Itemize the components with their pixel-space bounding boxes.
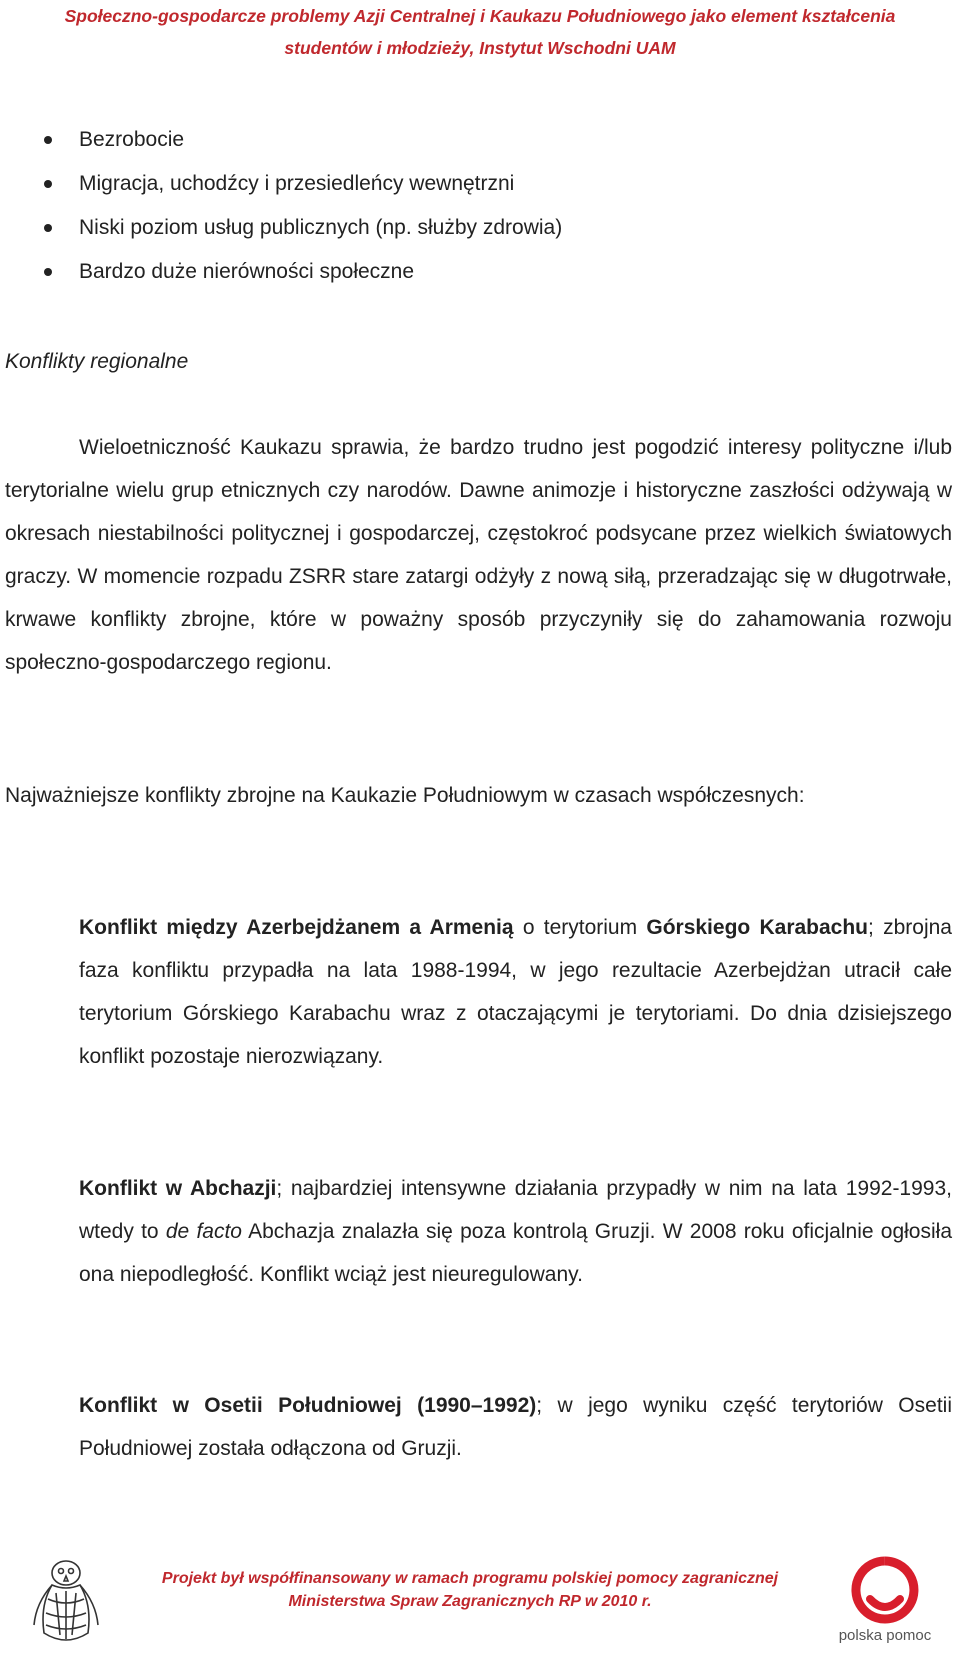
list-item: Migracja, uchodźcy i przesiedleńcy wewnętrzni	[40, 162, 562, 206]
conflicts-intro-paragraph: Najważniejsze konflikty zbrojne na Kaukazie Południowym w czasach współczesnych:	[5, 784, 805, 807]
conflict-karabakh-place: Górskiego Karabachu	[646, 916, 869, 939]
polska-pomoc-logo-icon	[830, 1555, 940, 1650]
list-item: Bardzo duże nierówności społeczne	[40, 250, 562, 294]
header-line-2: studentów i młodzieży, Instytut Wschodni UAM	[284, 38, 676, 58]
page-header	[0, 0, 960, 64]
conflict-ossetia-paragraph	[79, 1384, 952, 1470]
conflict-karabakh-text: o terytorium	[513, 916, 647, 939]
conflict-abkhazia-title: Konflikt w Abchazji	[79, 1177, 277, 1200]
intro-paragraph: Wieloetniczność Kaukazu sprawia, że bardzo trudno jest pogodzić interesy polityczne i/lub terytorialne wielu grup etnicznych czy narodów. Dawne animozje i historyczne zaszłości odżywają w okresach niestabilności politycznej i gospodarczej, częstokroć podsycane przez wielkich światowych graczy. W momencie rozpadu ZSRR stare zatargi odżyły z nową siłą, przeradzając się w długotrwałe, krwawe konflikty zbrojne, które w poważny sposób przyczyniły się do zahamowania rozwoju społeczno-gospodarczego regionu.	[5, 436, 952, 674]
header-line-1: Społeczno-gospodarcze problemy Azji Centralnej i Kaukazu Południowego jako element kształcenia	[64, 6, 896, 26]
polska-pomoc-label: polska pomoc	[838, 1627, 932, 1644]
conflict-karabakh-title: Konflikt między Azerbejdżanem a Armenią	[79, 916, 514, 939]
footer-line-2: Ministerstwa Spraw Zagranicznych RP w 2010 r.	[288, 1593, 652, 1610]
page-footer	[130, 1567, 810, 1613]
uam-institute-emblem-icon	[30, 1555, 102, 1647]
conflict-abkhazia-paragraph	[79, 1167, 952, 1296]
list-item: Bezrobocie	[40, 118, 562, 162]
conflict-ossetia-title: Konflikt w Osetii Południowej (1990–1992)	[79, 1394, 537, 1417]
conflict-abkhazia-text-2: Abchazja znalazła się poza kontrolą Gruzji. W 2008 roku oficjalnie ogłosiła ona niepodległość. Konflikt wciąż jest nieuregulowany.	[79, 1220, 952, 1286]
conflict-abkhazia-text: ; najbardziej intensywne działania przypadły w nim na lata 1992-1993, wtedy to	[79, 1177, 952, 1243]
footer-line-1: Projekt był współfinansowany w ramach programu polskiej pomocy zagranicznej	[161, 1570, 779, 1587]
section-heading: Konflikty regionalne	[5, 350, 189, 373]
problems-list	[40, 118, 562, 294]
list-item: Niski poziom usług publicznych (np. służby zdrowia)	[40, 206, 562, 250]
conflict-ossetia-text: ; w jego wyniku część terytoriów Osetii Południowej została odłączona od Gruzji.	[79, 1394, 952, 1460]
conflict-karabakh-text-2: ; zbrojna faza konfliktu przypadła na lata 1988-1994, w jego rezultacie Azerbejdżan utracił całe terytorium Górskiego Karabachu wraz z otaczającymi je terytoriami. Do dnia dzisiejszego konflikt pozostaje nierozwiązany.	[79, 916, 952, 1068]
conflict-karabakh-paragraph	[79, 906, 952, 1078]
conflict-abkhazia-defacto: de facto	[165, 1220, 242, 1243]
